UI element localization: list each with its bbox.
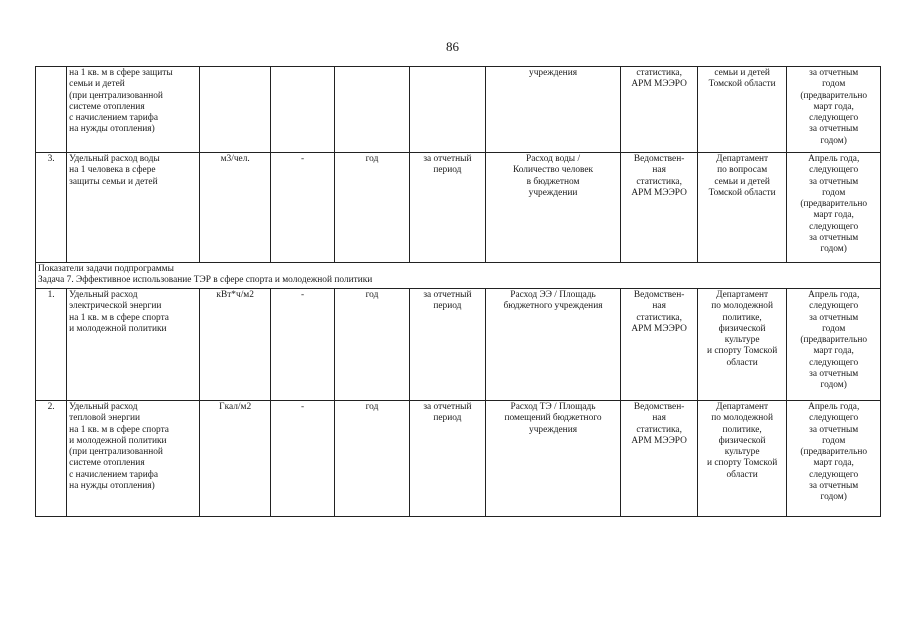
periodicity: год [334, 401, 409, 517]
reporting-period [410, 67, 485, 153]
data-source: Ведомствен- ная статистика, АРМ МЭЭРО [621, 153, 697, 263]
empty-value [271, 67, 334, 153]
reporting-period: за отчетный период [410, 153, 485, 263]
reporting-deadline: Апрель года, следующего за отчетным годом (предварительно март года, следующего за отчетным годом) [787, 289, 881, 401]
reporting-period: за отчетный период [410, 401, 485, 517]
responsible-body: Департамент по вопросам семьи и детей Томской области [697, 153, 787, 263]
periodicity [334, 67, 409, 153]
reporting-deadline: Апрель года, следующего за отчетным годом (предварительно март года, следующего за отчетным годом) [787, 401, 881, 517]
section-header-row [36, 263, 881, 289]
indicator-name: Удельный расход электрической энергии на 1 кв. м в сфере спорта и молодежной политики [67, 289, 200, 401]
periodicity: год [334, 289, 409, 401]
row-number: 2. [36, 401, 67, 517]
data-source: статистика, АРМ МЭЭРО [621, 67, 697, 153]
indicator-name: Удельный расход воды на 1 человека в сфере защиты семьи и детей [67, 153, 200, 263]
row-number: 1. [36, 289, 67, 401]
unit-of-measure [199, 67, 270, 153]
unit-of-measure: м3/чел. [199, 153, 270, 263]
calculation-formula: Расход ТЭ / Площадь помещений бюджетного учреждения [485, 401, 621, 517]
empty-value: - [271, 289, 334, 401]
calculation-formula: Расход ЭЭ / Площадь бюджетного учреждения [485, 289, 621, 401]
indicator-name: Удельный расход тепловой энергии на 1 кв. м в сфере спорта и молодежной политики (при централизованной системе отопления с начислением тарифа на нужды отопления) [67, 401, 200, 517]
calculation-formula: учреждения [485, 67, 621, 153]
table-body [36, 67, 881, 517]
periodicity: год [334, 153, 409, 263]
section-title: Показатели задачи подпрограммы Задача 7. Эффективное использование ТЭР в сфере спорта и молодежной политики [36, 263, 881, 289]
reporting-deadline: Апрель года, следующего за отчетным годом (предварительно март года, следующего за отчетным годом) [787, 153, 881, 263]
responsible-body: Департамент по молодежной политике, физической культуре и спорту Томской области [697, 289, 787, 401]
unit-of-measure: кВт*ч/м2 [199, 289, 270, 401]
unit-of-measure: Гкал/м2 [199, 401, 270, 517]
row-number [36, 67, 67, 153]
empty-value: - [271, 401, 334, 517]
indicator-name: на 1 кв. м в сфере защиты семьи и детей (при централизованной системе отопления с начислением тарифа на нужды отопления) [67, 67, 200, 153]
page-number: 86 [446, 39, 459, 54]
indicators-table [35, 66, 881, 517]
data-source: Ведомствен- ная статистика, АРМ МЭЭРО [621, 289, 697, 401]
table-row [36, 67, 881, 153]
table-row [36, 153, 881, 263]
table-row [36, 401, 881, 517]
data-source: Ведомствен- ная статистика, АРМ МЭЭРО [621, 401, 697, 517]
reporting-period: за отчетный период [410, 289, 485, 401]
calculation-formula: Расход воды / Количество человек в бюджетном учреждении [485, 153, 621, 263]
responsible-body: семьи и детей Томской области [697, 67, 787, 153]
row-number: 3. [36, 153, 67, 263]
table-row [36, 289, 881, 401]
reporting-deadline: за отчетным годом (предварительно март года, следующего за отчетным годом) [787, 67, 881, 153]
empty-value: - [271, 153, 334, 263]
responsible-body: Департамент по молодежной политике, физической культуре и спорту Томской области [697, 401, 787, 517]
